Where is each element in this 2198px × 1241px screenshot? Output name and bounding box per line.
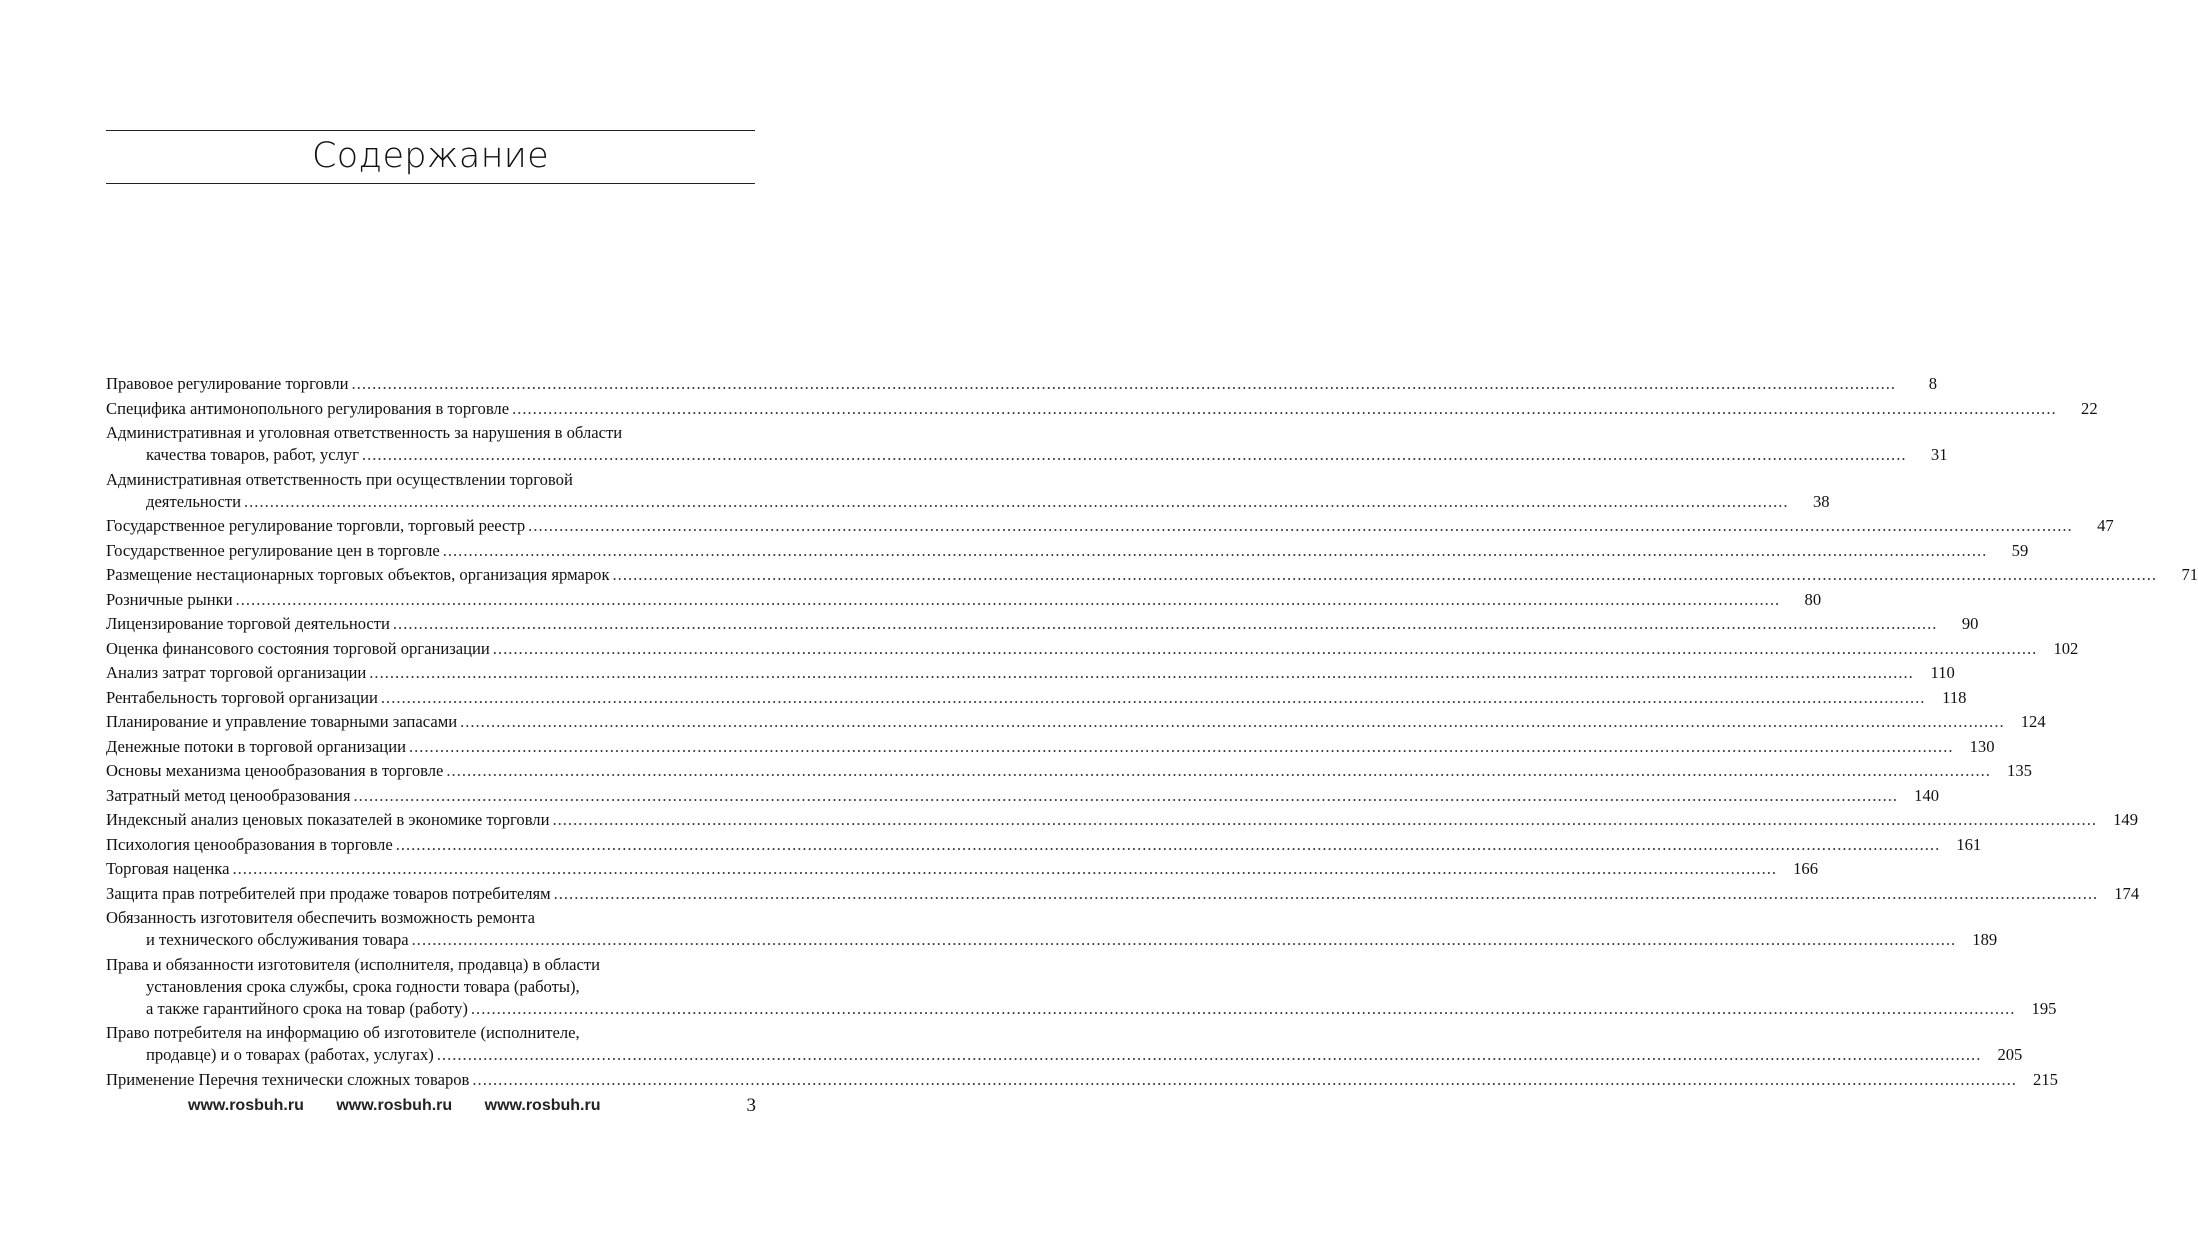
footer-url[interactable]: www.rosbuh.ru <box>336 1097 453 1114</box>
toc-leader-dots: ............................................................................................................................................................................................................................................................................................................ <box>612 565 2158 584</box>
toc-page-number: 215 <box>2033 1069 2058 1089</box>
toc-entry[interactable] <box>106 373 1938 395</box>
toc-page-number: 166 <box>1793 859 1819 878</box>
toc-leader-dots: ............................................................................................................................................................................................................................................................................................................ <box>442 540 1988 560</box>
toc-entry-title: Планирование и управление товарными запасами <box>106 712 458 731</box>
toc-entry[interactable] <box>106 954 2057 1020</box>
toc-entry-title: Индексный анализ ценовых показателей в экономике торговли <box>106 810 550 829</box>
toc-entry-title: Рентабельность торговой организации <box>106 687 378 707</box>
toc-entry-title: Специфика антимонопольного регулирования в торговле <box>106 398 510 418</box>
toc-leader-dots: ............................................................................................................................................................................................................................................................................................................ <box>512 398 2057 418</box>
toc-entry-title: Размещение нестационарных торговых объектов, организация ярмарок <box>106 565 610 584</box>
footer-url[interactable]: www.rosbuh.ru <box>484 1097 601 1114</box>
toc-leader-dots: ............................................................................................................................................................................................................................................................................................................ <box>411 930 1957 949</box>
toc-page-number: 189 <box>1972 930 1998 949</box>
toc-entry-title: Лицензирование торговой деятельности <box>106 614 390 633</box>
toc-page-number: 31 <box>1930 445 1948 464</box>
page-footer <box>106 1093 756 1119</box>
toc-page-number: 38 <box>1812 491 1830 511</box>
toc-entry[interactable] <box>106 736 1995 758</box>
toc-entry[interactable] <box>106 589 1822 611</box>
toc-entry-title: установления срока службы, срока годности товара (работы), <box>146 976 580 996</box>
toc-entry-title: деятельности <box>146 491 241 511</box>
toc-entry[interactable] <box>106 398 2098 420</box>
toc-leader-dots: ............................................................................................................................................................................................................................................................................................................ <box>492 638 2038 658</box>
toc-leader-dots: ............................................................................................................................................................................................................................................................................................................ <box>369 663 1914 682</box>
toc-leader-dots: ............................................................................................................................................................................................................................................................................................................ <box>235 589 1781 609</box>
toc-entry-title: а также гарантийного срока на товар (работу) <box>146 998 468 1018</box>
toc-entry[interactable] <box>106 907 1998 951</box>
toc-entry-title: Административная и уголовная ответственность за нарушения в области <box>106 423 623 442</box>
toc-entry-title: Анализ затрат торговой организации <box>106 663 367 682</box>
toc-leader-dots: ............................................................................................................................................................................................................................................................................................................ <box>528 516 2073 535</box>
toc-entry-title: Государственное регулирование торговли, торговый реестр <box>106 516 526 535</box>
page-title: Содержание <box>311 136 549 176</box>
toc-page-number: 205 <box>1997 1045 2023 1064</box>
page-number: 3 <box>746 1095 756 1116</box>
toc-leader-dots: ............................................................................................................................................................................................................................................................................................................ <box>380 687 1926 707</box>
toc-entry-title: Торговая наценка <box>106 859 230 878</box>
toc-page-number: 124 <box>2020 712 2046 731</box>
toc-entry[interactable] <box>106 1069 2058 1091</box>
toc-entry[interactable] <box>106 638 2079 660</box>
toc-leader-dots: ............................................................................................................................................................................................................................................................................................................ <box>470 998 2016 1018</box>
toc-page-number: 149 <box>2113 810 2138 829</box>
toc-entry[interactable] <box>106 515 2114 537</box>
toc-entry-title: Затратный метод ценообразования <box>106 785 351 805</box>
toc-entry[interactable] <box>106 1022 2023 1066</box>
toc-entry-title: Государственное регулирование цен в торговле <box>106 540 440 560</box>
toc-entry[interactable] <box>106 883 2140 905</box>
toc-leader-dots: ............................................................................................................................................................................................................................................................................................................ <box>472 1069 2017 1089</box>
toc-entry[interactable] <box>106 687 1967 709</box>
toc-leader-dots: ............................................................................................................................................................................................................................................................................................................ <box>351 374 1897 393</box>
toc-leader-dots: ............................................................................................................................................................................................................................................................................................................ <box>436 1045 1982 1064</box>
toc-entry-title: продавце) и о товарах (работах, услугах) <box>146 1045 434 1064</box>
toc-leader-dots: ............................................................................................................................................................................................................................................................................................................ <box>244 491 1789 511</box>
toc-page-number: 8 <box>1928 374 1938 393</box>
toc-entry-title: Защита прав потребителей при продаже товаров потребителям <box>106 883 551 903</box>
toc-leader-dots: ............................................................................................................................................................................................................................................................................................................ <box>553 883 2099 903</box>
toc-leader-dots: ............................................................................................................................................................................................................................................................................................................ <box>446 761 1991 780</box>
toc-entry[interactable] <box>106 564 2198 586</box>
toc-page-number: 90 <box>1961 614 1979 633</box>
toc-entry-title: качества товаров, работ, услуг <box>146 445 359 464</box>
toc-entry[interactable] <box>106 662 1955 684</box>
toc-entry[interactable] <box>106 422 1948 466</box>
toc-page-number: 102 <box>2053 638 2079 658</box>
toc-entry[interactable] <box>106 613 1979 635</box>
toc-page-number: 47 <box>2097 516 2114 535</box>
toc-entry-title: Розничные рынки <box>106 589 233 609</box>
toc-entry[interactable] <box>106 711 2046 733</box>
toc-page-number: 161 <box>1956 834 1982 854</box>
toc-page-number: 71 <box>2181 565 2198 584</box>
toc-page-number: 140 <box>1914 785 1940 805</box>
toc-entry[interactable] <box>106 834 1982 856</box>
toc-page-number: 130 <box>1969 736 1995 756</box>
toc-entry-title: Правовое регулирование торговли <box>106 374 349 393</box>
toc-leader-dots: ............................................................................................................................................................................................................................................................................................................ <box>408 736 1954 756</box>
toc-leader-dots: ............................................................................................................................................................................................................................................................................................................ <box>353 785 1899 805</box>
toc-page-number: 110 <box>1930 663 1955 682</box>
toc-leader-dots: ............................................................................................................................................................................................................................................................................................................ <box>552 810 2097 829</box>
toc-entry-title: Применение Перечня технически сложных товаров <box>106 1069 470 1089</box>
title-rule-bottom <box>106 183 755 184</box>
toc-leader-dots: ............................................................................................................................................................................................................................................................................................................ <box>361 445 1907 464</box>
toc-entry-title: Денежные потоки в торговой организации <box>106 736 406 756</box>
toc-leader-dots: ............................................................................................................................................................................................................................................................................................................ <box>232 859 1778 878</box>
toc-leader-dots: ............................................................................................................................................................................................................................................................................................................ <box>460 712 2005 731</box>
toc-page-number: 135 <box>2007 761 2032 780</box>
toc-entry[interactable] <box>106 785 1940 807</box>
toc-entry[interactable] <box>106 760 2032 782</box>
toc-leader-dots: ............................................................................................................................................................................................................................................................................................................ <box>395 834 1941 854</box>
toc-page-number: 195 <box>2031 998 2057 1018</box>
toc-entry-title: Оценка финансового состояния торговой организации <box>106 638 490 658</box>
toc-entry-title: Обязанность изготовителя обеспечить возможность ремонта <box>106 908 535 927</box>
toc-page-number: 59 <box>2011 540 2029 560</box>
toc-entry[interactable] <box>106 540 2029 562</box>
footer-url[interactable]: www.rosbuh.ru <box>188 1097 304 1114</box>
toc-entry[interactable] <box>106 809 2138 831</box>
toc-leader-dots: ............................................................................................................................................................................................................................................................................................................ <box>392 614 1938 633</box>
toc-page-number: 174 <box>2114 883 2140 903</box>
toc-entry[interactable] <box>106 858 1819 880</box>
toc-entry[interactable] <box>106 469 1830 513</box>
toc-page-number: 22 <box>2081 398 2098 418</box>
toc-page-number: 80 <box>1804 589 1822 609</box>
toc-entry-title: Права и обязанности изготовителя (исполнителя, продавца) в области <box>106 954 601 974</box>
footer-urls <box>188 1093 628 1119</box>
toc-entry-title: Психология ценообразования в торговле <box>106 834 393 854</box>
table-of-contents <box>106 373 2198 1093</box>
toc-entry-title: Право потребителя на информацию об изготовителе (исполнителе, <box>106 1023 580 1042</box>
toc-page-number: 118 <box>1942 687 1967 707</box>
toc-entry-title: и технического обслуживания товара <box>146 930 409 949</box>
toc-entry-title: Основы механизма ценообразования в торговле <box>106 761 444 780</box>
toc-entry-title: Административная ответственность при осуществлении торговой <box>106 469 573 489</box>
